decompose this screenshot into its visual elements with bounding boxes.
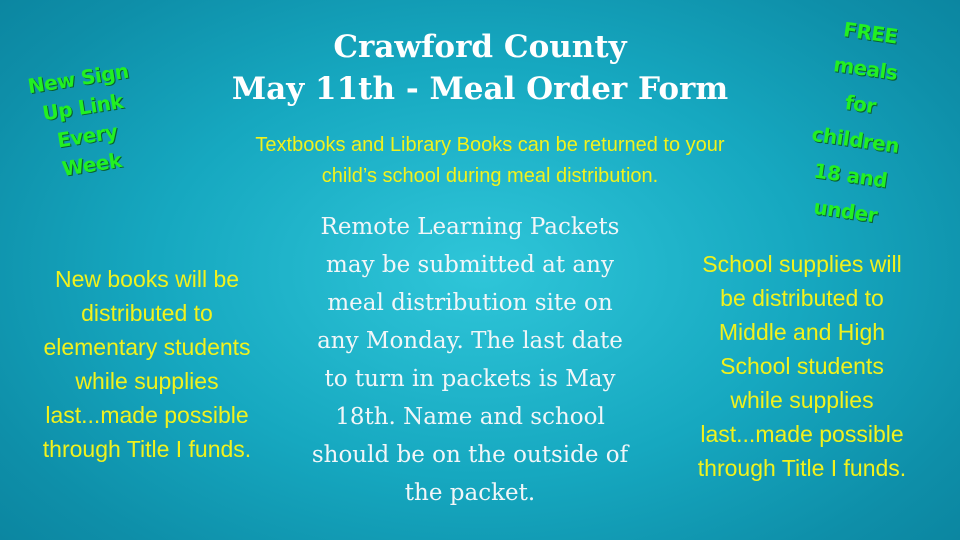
notice-line: may be submitted at any: [326, 252, 614, 278]
notice-line: should be on the outside of: [311, 442, 629, 468]
sticker-line: New Sign: [26, 58, 131, 99]
notice-line: through Title I funds.: [697, 455, 907, 481]
sticker-line: meals: [832, 52, 899, 85]
title-line-county: Crawford County: [333, 29, 627, 65]
sticker-line: children: [810, 121, 901, 158]
free-meals-sticker: [784, 7, 933, 238]
page-title: [160, 26, 800, 110]
sticker-line: FREE: [841, 17, 900, 49]
notice-line: New books will be: [54, 266, 240, 292]
notice-line: while supplies: [75, 368, 219, 394]
notice-line: through Title I funds.: [42, 436, 252, 462]
books-return-notice: [170, 130, 810, 192]
notice-line: while supplies: [730, 387, 874, 413]
notice-line: elementary students: [43, 334, 251, 360]
sticker-line: Every: [55, 119, 120, 153]
notice-line: School students: [720, 353, 884, 379]
sticker-line: for: [843, 90, 878, 119]
notice-line: the packet.: [404, 480, 536, 506]
notice-line: last...made possible: [45, 402, 249, 428]
notice-line: to turn in packets is May: [324, 366, 616, 392]
sticker-line: Up Link: [40, 88, 125, 126]
notice-line: last...made possible: [700, 421, 904, 447]
signup-link-sticker: [12, 55, 159, 190]
notice-line: any Monday. The last date: [317, 328, 623, 354]
notice-line: child’s school during meal distribution.: [321, 165, 659, 187]
sticker-line: under: [812, 194, 879, 228]
remote-learning-packets-notice: [290, 208, 650, 512]
notice-line: meal distribution site on: [327, 290, 613, 316]
new-books-notice: [6, 262, 288, 466]
notice-line: School supplies will: [702, 251, 902, 277]
sticker-line: Week: [60, 147, 124, 181]
school-supplies-notice: [660, 247, 944, 485]
notice-line: be distributed to: [720, 285, 884, 311]
notice-line: 18th. Name and school: [335, 404, 605, 430]
sticker-line: 18 and: [812, 158, 889, 193]
notice-line: Middle and High: [718, 319, 886, 345]
notice-line: distributed to: [81, 300, 213, 326]
notice-line: Remote Learning Packets: [320, 214, 620, 240]
title-line-form: May 11th - Meal Order Form: [231, 71, 729, 107]
notice-line: Textbooks and Library Books can be returned to your: [255, 134, 725, 156]
